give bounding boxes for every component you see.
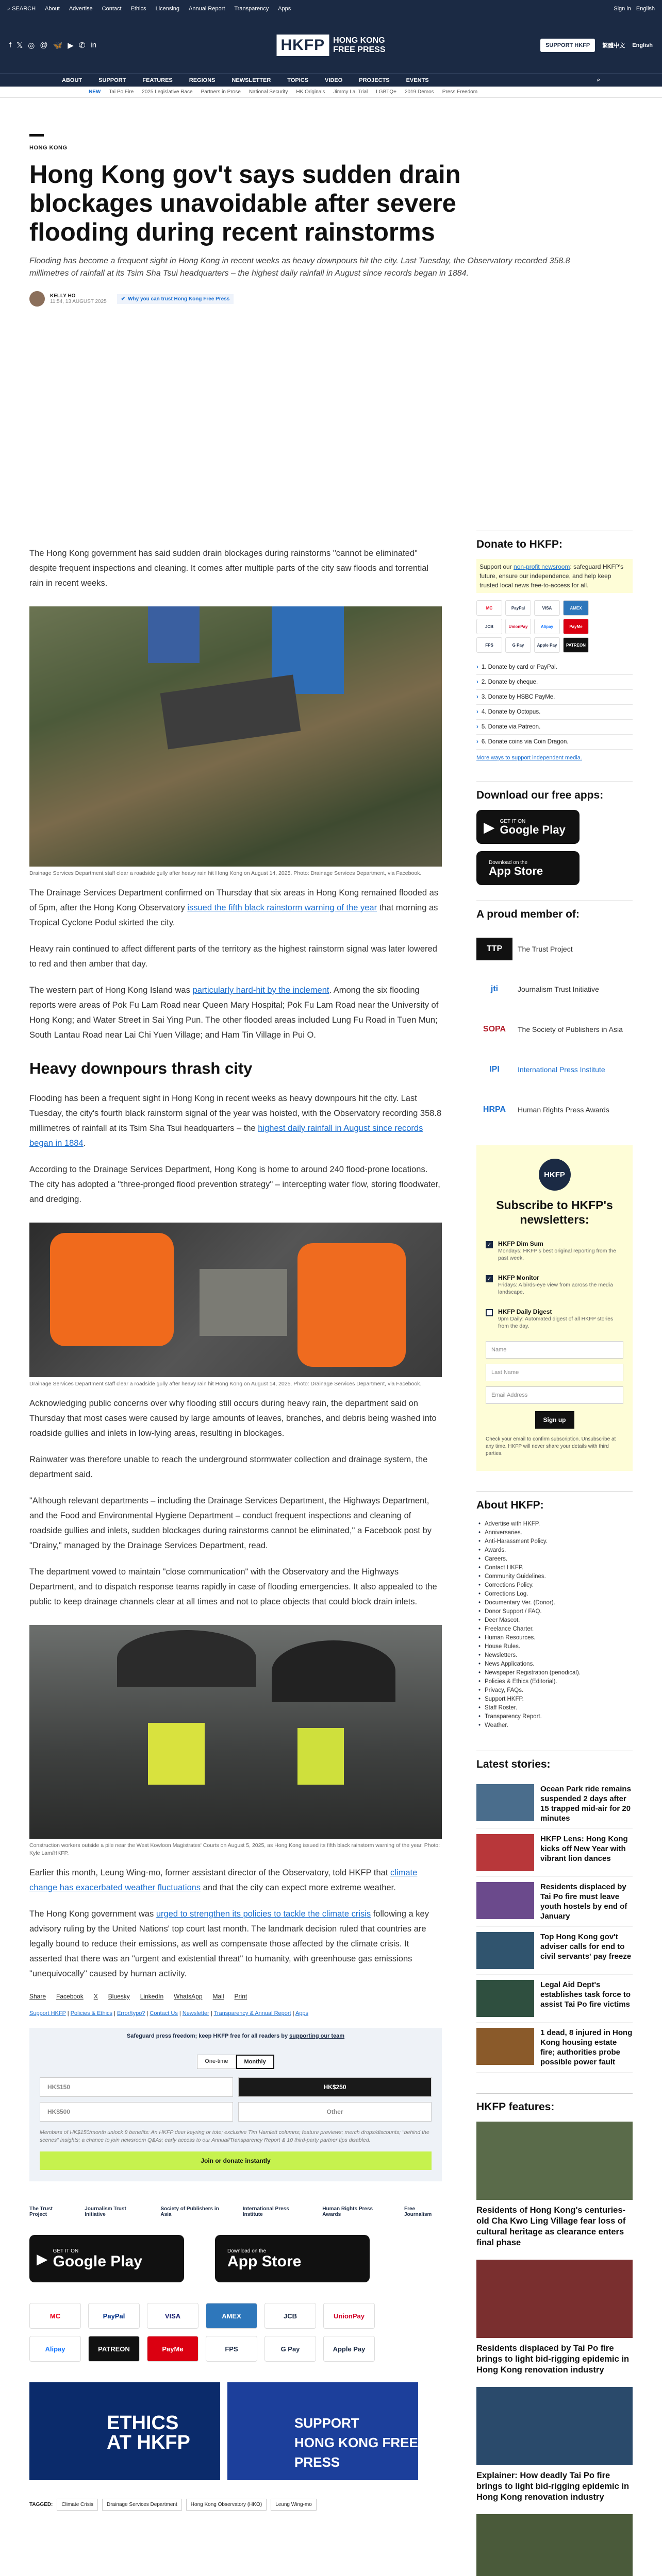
trending-item[interactable]: National Security — [249, 89, 288, 95]
apps-title: Download our free apps: — [476, 789, 604, 801]
nav-features[interactable]: FEATURES — [142, 77, 173, 83]
payment-icon[interactable]: PayPal — [505, 600, 531, 616]
payment-icon[interactable]: G Pay — [264, 2336, 316, 2362]
partner-logos — [29, 2206, 442, 2217]
member-org[interactable]: TTP The Trust Project — [476, 929, 633, 969]
share-bar — [29, 1993, 442, 2000]
paragraph: The Drainage Services Department confirmed on Thursday that six areas in Hong Kong remained flooded as of 5pm, after the Hong Kong Observatory issued the fifth black rainstorm warning of the year that morning as Tropical Cyclone Podul skirted the city. — [29, 888, 439, 927]
payment-icon[interactable]: PATREON — [88, 2336, 140, 2362]
tag[interactable]: Hong Kong Observatory (HKO) — [186, 2499, 267, 2511]
hrpa-logo: HRPA — [483, 1105, 506, 1114]
link-apps[interactable]: Apps — [295, 2010, 309, 2016]
share-bluesky[interactable]: Bluesky — [108, 1993, 130, 2000]
bluesky-icon[interactable]: 🦋 — [53, 41, 63, 50]
feature-list — [476, 2122, 633, 2576]
about-item[interactable]: • Human Resources. — [476, 1634, 633, 1642]
share-x[interactable]: X — [93, 1993, 98, 2000]
paragraph: Acknowledging public concerns over why flooding still occurs during heavy rain, the department said on Thursday that most cases were caused by large amounts of leaves, branches, and debris being washed into roadside gullies and inlets in low-lying areas, resulting in blockages. — [29, 1399, 437, 1438]
google-play-badge[interactable]: ▶ GET IT ON Google Play — [476, 810, 580, 844]
nav-newsletter[interactable]: NEWSLETTER — [231, 77, 271, 83]
story-title: Legal Aid Dept's establishes task force to assist Tai Po fire victims — [540, 1980, 631, 2009]
kicker[interactable]: HONG KONG — [29, 145, 68, 151]
first-name-input[interactable]: Name — [486, 1341, 623, 1359]
about-link[interactable]: About — [45, 6, 60, 12]
arrow-icon: › — [476, 694, 478, 700]
feature-title: Residents displaced by Tai Po fire brings to light bid-rigging epidemic in Hong Kong renovation industry — [476, 2344, 630, 2375]
amount-options — [40, 2077, 432, 2122]
paragraph: The department vowed to maintain "close communication" with the Observatory and the Highways Department, and to dispatch response teams rapidly in case of flooding emergencies. It also appealed to the public to keep drainage channels clear at all times and not to place objects that could block drain inlets. — [29, 1567, 437, 1606]
last-name-input[interactable]: Last Name — [486, 1364, 623, 1381]
nav-regions[interactable]: REGIONS — [189, 77, 216, 83]
latest-story[interactable] — [476, 1829, 633, 1877]
link-policies[interactable]: Policies & Ethics — [70, 2010, 113, 2016]
arrow-icon: › — [476, 709, 478, 715]
trust-link[interactable]: ✔ Why you can trust Hong Kong Free Press — [117, 294, 234, 304]
latest-story[interactable] — [476, 2023, 633, 2073]
workers-drain-image — [29, 1223, 442, 1377]
play-icon: ▶ — [484, 819, 495, 835]
sign-in-link[interactable]: Sign in — [614, 6, 631, 12]
paragraph: Heavy rain continued to affect different parts of the territory as the highest rainstorm signal was later lowered to red and then amber that day. — [29, 944, 437, 969]
about-widget — [476, 1492, 633, 1730]
tags-row — [29, 2499, 442, 2511]
payment-icon[interactable]: JCB — [476, 619, 502, 634]
paragraph: Flooding has been a frequent sight in Hong Kong in recent weeks as heavy downpours hit the city. Last Tuesday, the city's fourth black rainstorm signal of the year was hoisted, with the Observatory recording 358.8 millimetres of rainfall at its Tsim Sha Tsui headquarters – the highest daily rainfall in August since records began in 1884. — [29, 1094, 442, 1148]
trending-bar — [0, 87, 662, 98]
nav-projects[interactable]: PROJECTS — [359, 77, 390, 83]
payment-icon[interactable]: UnionPay — [505, 619, 531, 634]
story-title: 1 dead, 8 injured in Hong Kong housing estate fire; authorities probe possible power fault — [540, 2028, 633, 2066]
language-select[interactable]: English — [636, 6, 655, 12]
trending-item[interactable]: Partners in Prose — [201, 89, 241, 95]
photo-2 — [29, 1223, 442, 1388]
safeguard-banner: Safeguard press freedom; keep HKFP free for all readers by supporting our team — [29, 2028, 442, 2044]
payment-icon[interactable]: FPS — [206, 2336, 257, 2362]
nav-events[interactable]: EVENTS — [406, 77, 429, 83]
feature-title: Explainer: How deadly Tai Po fire brings to light bid-rigging epidemic in Hong Kong renovation industry — [476, 2471, 630, 2502]
story-thumbnail — [476, 1882, 534, 1919]
author-name[interactable]: KELLY HO — [50, 293, 76, 299]
article-lede: Flooding has become a frequent sight in Hong Kong in recent weeks as heavy downpours hit the city. Last Tuesday, the Observatory recorded 358.8 millimetres of rainfall at its Tsim Sha Tsui headquarters – the highest daily rainfall in August since records began in 1884. — [29, 257, 570, 278]
hkfp-badge: HKFP — [539, 1159, 571, 1191]
photo-caption: Drainage Services Department staff clear a roadside gully after heavy rain hit Hong Kong on August 14, 2025. Photo: Drainage Services Department, via Facebook. — [29, 870, 422, 876]
hkfp-logo[interactable]: HKFP HONG KONG FREE PRESS — [276, 35, 385, 56]
about-item[interactable]: • Support HKFP. — [476, 1695, 633, 1704]
publish-date: 11:54, 13 AUGUST 2025 — [50, 299, 107, 304]
newsletter-option[interactable]: HKFP Daily Digest 9pm Daily: Automated digest of all HKFP stories from the day. — [486, 1302, 623, 1336]
new-label: NEW — [89, 89, 101, 95]
about-item[interactable]: • Freelance Charter. — [476, 1625, 633, 1634]
contact-link[interactable]: Contact — [102, 6, 122, 12]
about-item[interactable]: • Weather. — [476, 1721, 633, 1730]
partner-logo[interactable]: Journalism Trust Initiative — [85, 2206, 126, 2217]
about-item[interactable]: • Careers. — [476, 1555, 633, 1564]
support-hkfp-button[interactable]: SUPPORT HKFP — [540, 39, 595, 52]
nav-video[interactable]: VIDEO — [325, 77, 343, 83]
email-input[interactable]: Email Address — [486, 1386, 623, 1404]
drain-clearing-image — [29, 606, 442, 867]
share-print[interactable]: Print — [234, 1993, 247, 2000]
nav-topics[interactable]: TOPICS — [287, 77, 309, 83]
about-item[interactable]: • Advertise with HKFP. — [476, 1520, 633, 1529]
link-transparency[interactable]: Transparency & Annual Report — [213, 2010, 291, 2016]
trending-item[interactable]: LGBTQ+ — [376, 89, 396, 95]
arrow-icon: › — [476, 724, 478, 730]
top-utility-bar — [0, 0, 662, 18]
apps-link[interactable]: Apps — [278, 6, 291, 12]
story-thumbnail — [476, 1784, 534, 1821]
threads-icon[interactable]: @ — [40, 41, 48, 49]
paragraph: Earlier this month, Leung Wing-mo, former assistant director of the Observatory, told HKFP that climate change has exacerbated weather fluctuations and that the city can expect more extreme weather. — [29, 1868, 418, 1892]
signup-fineprint: Check your email to confirm subscription. Unsubscribe at any time. HKFP will never share your details with third parties. — [486, 1436, 616, 1456]
about-item[interactable]: • Awards. — [476, 1546, 633, 1555]
about-item[interactable]: • Contact HKFP. — [476, 1564, 633, 1572]
footer-links: Support HKFP | Policies & Ethics | Error/typo? | Contact Us | Newsletter | Transparency & Annual Report | Apps — [29, 2010, 309, 2016]
about-item[interactable]: • Anniversaries. — [476, 1529, 633, 1537]
feature-story[interactable] — [476, 2260, 633, 2376]
ethics-link[interactable]: Ethics — [130, 6, 146, 12]
paragraph: The western part of Hong Kong Island was particularly hard-hit by the inclement. Among the six flooding reports were areas of Pok Fu Lam Road near Queen Mary Hospital; Pok Fu Lam Road near the University of Hong Kong; and Water Street in Sai Ying Pun. The other flooded areas included Lung Fu Road in Tuen Mun; South Lantau Road near Lai Chi Yuen Village; and Ham Tin Village in Pui O. — [29, 986, 439, 1040]
story-thumbnail — [476, 1932, 534, 1969]
promo-banners — [29, 2382, 442, 2480]
donate-option[interactable]: › 2. Donate by cheque. — [476, 675, 633, 690]
about-item[interactable]: • Newsletters. — [476, 1651, 633, 1660]
arrow-icon: › — [476, 679, 478, 685]
newsletter-option[interactable]: ✓ HKFP Monitor Fridays: A birds-eye view from across the media landscape. — [486, 1268, 623, 1302]
latest-story[interactable] — [476, 1877, 633, 1927]
about-item[interactable]: • Transparency Report. — [476, 1713, 633, 1721]
feature-thumbnail — [476, 2122, 633, 2200]
partner-logo[interactable]: The Trust Project — [29, 2206, 53, 2217]
payment-icon[interactable]: MC — [476, 600, 502, 616]
payment-icon[interactable]: AMEX — [563, 600, 589, 616]
payment-icon[interactable]: Alipay — [534, 619, 560, 634]
link-error[interactable]: Error/typo? — [117, 2010, 145, 2016]
ethics-banner[interactable]: ETHICS AT HKFP — [29, 2382, 220, 2480]
about-item[interactable]: • News Applications. — [476, 1660, 633, 1669]
donate-title: Donate to HKFP: — [476, 538, 562, 550]
feature-story[interactable] — [476, 2387, 633, 2503]
trending-item[interactable]: Press Freedom — [442, 89, 478, 95]
sidebar — [476, 531, 633, 2576]
share-button[interactable]: Share — [29, 1993, 46, 2000]
donate-option[interactable]: › 3. Donate by HSBC PayMe. — [476, 690, 633, 705]
trust-project-logo: TTP — [476, 938, 512, 960]
tag[interactable]: Climate Crisis — [57, 2499, 98, 2511]
trending-item[interactable]: 2025 Legislative Race — [142, 89, 193, 95]
about-item[interactable]: • Corrections Policy. — [476, 1581, 633, 1590]
trending-item[interactable]: Jimmy Lai Trial — [333, 89, 368, 95]
share-facebook[interactable]: Facebook — [56, 1993, 84, 2000]
payment-icon[interactable]: JCB — [264, 2303, 316, 2329]
app-store-badge[interactable]: Download on the App Store — [215, 2235, 370, 2282]
member-title: A proud member of: — [476, 908, 580, 920]
trending-item[interactable]: HK Originals — [296, 89, 325, 95]
member-org[interactable]: HRPA Human Rights Press Awards — [476, 1090, 633, 1130]
about-item[interactable]: • Deer Mascot. — [476, 1616, 633, 1625]
photo-3 — [29, 1625, 442, 1857]
member-org[interactable]: IPI International Press Institute — [476, 1049, 633, 1090]
avatar — [29, 291, 45, 307]
facebook-icon[interactable]: f — [9, 41, 12, 49]
about-item[interactable]: • Documentary Ver. (Donor). — [476, 1599, 633, 1607]
donate-option[interactable]: › 6. Donate coins via Coin Dragon. — [476, 735, 633, 750]
payment-icon[interactable]: VISA — [534, 600, 560, 616]
nav-about[interactable]: ABOUT — [62, 77, 82, 83]
latest-story[interactable] — [476, 1779, 633, 1829]
photo-1 — [29, 606, 442, 877]
about-title: About HKFP: — [476, 1499, 544, 1511]
paragraph: "Although relevant departments – including the Drainage Services Department, the Highways Department, and the Food and Environmental Hygiene Department – conduct frequent inspections and cleaning of roadside gullies and inlets, sudden blockages during rainstorms cannot be eliminated," a Facebook post by "Drainy," managed by the Drainage Services Department, read. — [29, 1496, 432, 1550]
story-title: Residents displaced by Tai Po fire must leave youth hostels by end of January — [540, 1883, 627, 1921]
about-item[interactable]: • Privacy, FAQs. — [476, 1686, 633, 1695]
story-title: Top Hong Kong gov't adviser calls for end to civil servants' pay freeze — [540, 1933, 632, 1961]
payment-icon[interactable]: PayMe — [147, 2336, 198, 2362]
donate-option[interactable]: › 4. Donate by Octopus. — [476, 705, 633, 720]
about-item[interactable]: • Staff Roster. — [476, 1704, 633, 1713]
trending-item[interactable]: 2019 Demos — [404, 89, 434, 95]
app-store-badge[interactable]: Download on the App Store — [476, 851, 580, 885]
payment-icon[interactable]: FPS — [476, 637, 502, 653]
newsletter-signup — [476, 1145, 633, 1471]
support-team-link[interactable]: supporting our team — [289, 2033, 345, 2039]
trust-icon: ✔ — [121, 296, 126, 302]
story-title: Ocean Park ride remains suspended 2 days after 15 trapped mid-air for 20 minutes — [540, 1785, 631, 1823]
partner-logo[interactable]: Society of Publishers in Asia — [160, 2206, 219, 2217]
payment-icon[interactable]: MC — [29, 2303, 81, 2329]
about-item[interactable]: • Policies & Ethics (Editorial). — [476, 1677, 633, 1686]
payment-methods — [29, 2303, 442, 2362]
non-profit-link[interactable]: non-profit newsroom — [514, 563, 570, 570]
amount-250[interactable]: HK$250 — [238, 2077, 432, 2097]
one-time-tab[interactable]: One-time — [197, 2055, 236, 2069]
play-icon: ▶ — [37, 2250, 48, 2267]
paragraph: Rainwater was therefore unable to reach the underground stormwater collection and drainage system, the department said. — [29, 1455, 428, 1479]
social-links — [9, 41, 96, 50]
app-badges — [29, 2235, 442, 2290]
youtube-icon[interactable]: ▶ — [68, 41, 74, 50]
instagram-icon[interactable]: ◎ — [28, 41, 35, 50]
partner-logo[interactable]: Human Rights Press Awards — [322, 2206, 373, 2217]
photo-caption: Drainage Services Department staff clear a roadside gully after heavy rain hit Hong Kong on August 14, 2025. Photo: Drainage Services Department, via Facebook. — [29, 1381, 422, 1387]
payment-icon[interactable]: VISA — [147, 2303, 198, 2329]
main-nav — [0, 73, 662, 87]
tags-label: TAGGED: — [29, 2502, 53, 2507]
story-thumbnail — [476, 1834, 534, 1871]
latest-story[interactable] — [476, 1927, 633, 1975]
inline-link[interactable]: urged to strengthen its policies to tackle the climate crisis — [156, 1909, 371, 1919]
share-whatsapp[interactable]: WhatsApp — [174, 1993, 203, 2000]
monthly-tab[interactable]: Monthly — [236, 2055, 274, 2069]
share-mail[interactable]: Mail — [212, 1993, 224, 2000]
paragraph: According to the Drainage Services Department, Hong Kong is home to around 240 flood-prone locations. The city has adopted a "three-pronged flood prevention strategy" – intercepting water flow, storing floodwater, and dredging. — [29, 1165, 440, 1204]
inline-link[interactable]: highest daily rainfall in August since records began in 1884 — [29, 1124, 423, 1148]
linkedin-icon[interactable]: in — [90, 41, 97, 49]
partner-logo[interactable]: Free Journalism — [404, 2206, 432, 2217]
kicker-rule — [29, 134, 44, 137]
nav-support[interactable]: SUPPORT — [98, 77, 126, 83]
about-item[interactable]: • Donor Support / FAQ. — [476, 1607, 633, 1616]
licensing-link[interactable]: Licensing — [155, 6, 180, 12]
tag[interactable]: Leung Wing-mo — [271, 2499, 317, 2511]
newsletter-title: Subscribe to HKFP's newsletters: — [496, 1198, 613, 1226]
section-heading: Heavy downpours thrash city — [29, 1059, 253, 1077]
checkbox-checked-icon[interactable]: ✓ — [486, 1241, 493, 1248]
amount-500[interactable]: HK$500 — [40, 2102, 233, 2122]
whatsapp-icon[interactable]: ✆ — [78, 41, 86, 50]
transparency-link[interactable]: Transparency — [234, 6, 269, 12]
donate-option[interactable]: › 1. Donate by card or PayPal. — [476, 660, 633, 675]
link-contact[interactable]: Contact Us — [150, 2010, 178, 2016]
donate-option[interactable]: › 5. Donate via Patreon. — [476, 720, 633, 735]
arrow-icon: › — [476, 664, 478, 670]
payment-icon[interactable]: Apple Pay — [534, 637, 560, 653]
paragraph: The Hong Kong government was urged to strengthen its policies to tackle the climate crisis following a key advisory ruling by the United Nations' top court last month. The landmark decision ruled that countries are legally bound to reduce their emissions, as well as compensate those affected by the climate crisis. It asserted that there was an "urgent and existential threat" to humanity, with greenhouse gas emissions "unequivocally" caused by human activity. — [29, 1909, 429, 1978]
link-support[interactable]: Support HKFP — [29, 2010, 66, 2016]
payment-icon[interactable]: Apple Pay — [323, 2336, 375, 2362]
page-title: Hong Kong gov't says sudden drain blockages unavoidable after severe flooding during recent rainstorms — [29, 161, 461, 246]
tag[interactable]: Drainage Services Department — [102, 2499, 182, 2511]
support-banner[interactable]: SUPPORT HONG KONG FREE PRESS — [227, 2382, 418, 2480]
page-content — [29, 134, 633, 2576]
search-link[interactable]: ⌕ SEARCH — [7, 5, 36, 12]
search-icon[interactable]: ⌕ — [597, 77, 600, 83]
byline — [29, 291, 633, 307]
payment-icon[interactable]: PayPal — [88, 2303, 140, 2329]
donation-widget — [29, 2044, 442, 2181]
join-donate-button[interactable]: Join or donate instantly — [40, 2151, 432, 2170]
annual-report-link[interactable]: Annual Report — [189, 6, 225, 12]
trending-item[interactable]: Tai Po Fire — [109, 89, 134, 95]
checkbox-checked-icon[interactable]: ✓ — [486, 1275, 493, 1282]
payment-icon[interactable]: UnionPay — [323, 2303, 375, 2329]
payment-icon[interactable]: G Pay — [505, 637, 531, 653]
amount-150[interactable]: HK$150 — [40, 2077, 233, 2097]
google-play-badge[interactable]: ▶ GET IT ON Google Play — [29, 2235, 184, 2282]
chinese-link[interactable]: 繁體中文 — [602, 43, 625, 49]
about-item[interactable]: • House Rules. — [476, 1642, 633, 1651]
about-item[interactable]: • Corrections Log. — [476, 1590, 633, 1599]
rainstorm-workers-image — [29, 1625, 442, 1839]
x-icon[interactable]: 𝕏 — [16, 41, 23, 50]
link-newsletter[interactable]: Newsletter — [182, 2010, 209, 2016]
sopa-logo: SOPA — [483, 1025, 506, 1033]
advertise-link[interactable]: Advertise — [69, 6, 93, 12]
about-list — [476, 1520, 633, 1730]
inline-link[interactable]: climate change has exacerbated weather fluctuations — [29, 1868, 418, 1892]
member-org[interactable]: jti Journalism Trust Initiative — [476, 969, 633, 1009]
feature-thumbnail — [476, 2514, 633, 2576]
jti-logo: jti — [490, 985, 499, 993]
inline-link[interactable]: issued the fifth black rainstorm warning of the year — [187, 903, 377, 912]
donate-widget — [476, 531, 633, 761]
about-item[interactable]: • Anti-Harassment Policy. — [476, 1537, 633, 1546]
newsletter-option[interactable]: ✓ HKFP Dim Sum Mondays: HKFP's best original reporting from the past week. — [486, 1234, 623, 1268]
feature-story[interactable] — [476, 2122, 633, 2248]
sidebar-payment-icons — [476, 600, 633, 653]
article-body — [29, 546, 442, 2511]
story-thumbnail — [476, 1980, 534, 2017]
partner-logo[interactable]: International Press Institute — [242, 2206, 289, 2217]
apps-widget — [476, 782, 633, 885]
feature-title: Residents of Hong Kong's centuries-old Cha Kwo Ling Village fear loss of cultural heritage as clearance enters final phase — [476, 2206, 626, 2247]
membership-benefits: Members of HK$150/month unlock 8 benefits: An HKFP deer keyring or tote; exclusive Tim Hamlett columns; feature previews; merch drops/discounts; "behind the scenes" insights; a chance to join newsroom Q&As; early access to our Annual/Transparency Report & 10 third-party partner tips disabled. — [40, 2129, 429, 2143]
donate-text: Support our non-profit newsroom: safeguard HKFP's future, ensure our independence, and help keep trusted local news free-to-access for all. — [476, 559, 633, 593]
story-title: HKFP Lens: Hong Kong kicks off New Year with vibrant lion dances — [540, 1835, 628, 1863]
payment-icon[interactable]: Alipay — [29, 2336, 81, 2362]
latest-widget — [476, 1751, 633, 2073]
photo-caption: Construction workers outside a pile near the West Kowloon Magistrates' Courts on August 5, 2025, as Hong Kong issued its fifth black rainstorm warning of the year. Photo: Kyle Lam/HKFP. — [29, 1842, 440, 1856]
amount-other[interactable]: Other — [238, 2102, 432, 2122]
payment-icon[interactable]: AMEX — [206, 2303, 257, 2329]
feature-story[interactable] — [476, 2514, 633, 2576]
about-item[interactable]: • Newspaper Registration (periodical). — [476, 1669, 633, 1677]
more-ways-link[interactable]: More ways to support independent media. — [476, 755, 582, 761]
checkbox-unchecked-icon[interactable] — [486, 1309, 493, 1316]
member-org[interactable]: SOPA The Society of Publishers in Asia — [476, 1009, 633, 1049]
ipi-logo: IPI — [489, 1065, 500, 1074]
member-widget — [476, 901, 633, 1130]
inline-link[interactable]: particularly hard-hit by the inclement — [192, 986, 329, 995]
latest-title: Latest stories: — [476, 1758, 551, 1770]
story-thumbnail — [476, 2028, 534, 2065]
latest-story[interactable] — [476, 1975, 633, 2023]
share-linkedin[interactable]: LinkedIn — [140, 1993, 164, 2000]
feature-thumbnail — [476, 2387, 633, 2465]
features-title: HKFP features: — [476, 2101, 555, 2113]
payment-icon[interactable]: PayMe — [563, 619, 589, 634]
about-item[interactable]: • Community Guidelines. — [476, 1572, 633, 1581]
paragraph: The Hong Kong government has said sudden drain blockages during rainstorms "cannot be eliminated" despite frequent inspections and cleaning. It comes after multiple parts of the city saw floods and torrential rain in recent weeks. — [29, 549, 429, 588]
payment-icon[interactable]: PATREON — [563, 637, 589, 653]
language-link[interactable]: English — [632, 42, 653, 48]
features-widget — [476, 2093, 633, 2576]
sign-up-button[interactable]: Sign up — [535, 1411, 574, 1429]
latest-list — [476, 1779, 633, 2073]
frequency-toggle — [40, 2055, 432, 2069]
arrow-icon: › — [476, 739, 478, 745]
brand-bar — [0, 18, 662, 73]
feature-thumbnail — [476, 2260, 633, 2338]
